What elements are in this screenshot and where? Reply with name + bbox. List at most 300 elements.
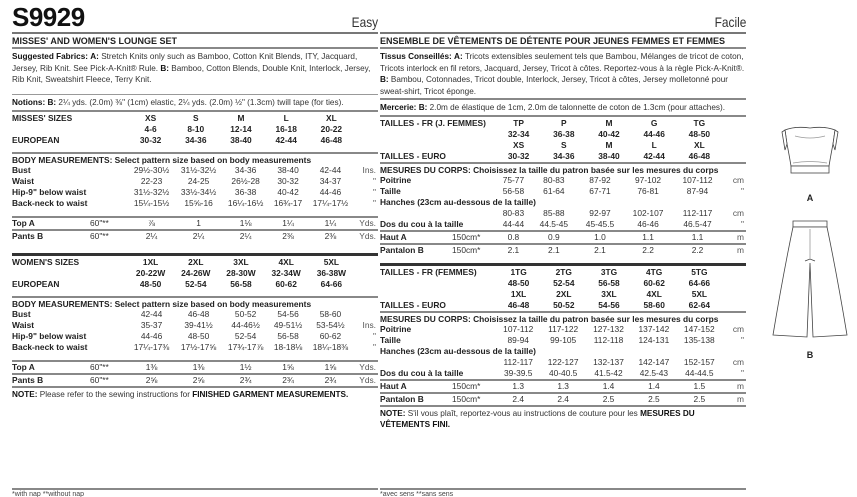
- table-cell: ": [741, 334, 744, 345]
- table-cell: 2.2: [623, 244, 673, 256]
- table-cell: 36-38: [234, 186, 257, 197]
- table-cell: [722, 267, 746, 278]
- table-cell: 61-64: [543, 185, 565, 196]
- table-cell: [380, 278, 496, 289]
- table-cell: Poitrine: [380, 323, 412, 334]
- table-cell: Dos du cou à la taille: [380, 367, 464, 378]
- table-cell: 44-46: [319, 186, 342, 197]
- notions-label: Notions:: [12, 98, 46, 107]
- table-cell: 2.4: [496, 393, 540, 405]
- table-cell: Hip-9" below waist: [12, 330, 87, 341]
- table-row: [380, 175, 746, 186]
- womens-body-table: [12, 309, 378, 386]
- table-cell: 60-62: [643, 277, 665, 288]
- table-row: [380, 289, 746, 300]
- table-cell: 5XL: [691, 288, 708, 299]
- table-cell: 1½: [222, 361, 269, 374]
- table-cell: 41.5-42: [594, 367, 623, 378]
- table-cell: 42-44: [643, 150, 665, 161]
- table-cell: 80-83: [502, 207, 525, 218]
- table-cell: 39-41½: [184, 319, 213, 330]
- table-cell: 34-37: [319, 175, 342, 186]
- table-cell: TP: [513, 117, 524, 128]
- table-cell: 18-18⅛: [273, 341, 303, 352]
- french-womens-size-table: [380, 267, 746, 311]
- table-cell: 122-127: [547, 356, 579, 367]
- table-cell: ": [741, 367, 744, 378]
- misses-back-neck-row: [12, 198, 378, 209]
- table-cell: 58-60: [643, 299, 665, 310]
- table-cell: m: [722, 393, 746, 405]
- table-row: [380, 346, 746, 357]
- table-cell: [12, 268, 128, 279]
- table-cell: Bust: [12, 164, 31, 175]
- table-cell: 44-44: [502, 218, 525, 229]
- table-cell: 112-118: [593, 334, 624, 345]
- table-cell: 4-6: [144, 123, 157, 134]
- table-cell: 20-22: [320, 123, 343, 134]
- table-row: [380, 231, 746, 244]
- table-cell: [722, 278, 746, 289]
- english-footnote: *with nap **without nap: [12, 488, 378, 497]
- table-cell: [722, 118, 746, 129]
- table-row: [380, 140, 746, 151]
- table-cell: 2¼: [128, 230, 175, 242]
- table-cell: 2¾: [222, 374, 269, 386]
- table-cell: M: [605, 117, 613, 128]
- french-misses-body-table: [380, 175, 746, 256]
- table-cell: 2.1: [496, 244, 531, 256]
- table-cell: 44-46: [140, 330, 163, 341]
- table-cell: Waist: [12, 175, 35, 186]
- table-cell: 52-54: [553, 277, 575, 288]
- table-cell: 31½-32½: [133, 186, 170, 197]
- table-cell: [354, 279, 378, 290]
- table-cell: 36-38: [553, 128, 575, 139]
- table-cell: [722, 300, 746, 311]
- table-cell: [12, 353, 378, 361]
- fabrics-a-label: A:: [90, 52, 99, 61]
- table-cell: [380, 129, 496, 140]
- table-cell: m: [722, 380, 746, 393]
- table-cell: 2⅜: [269, 230, 307, 242]
- table-cell: 46.5-47: [683, 218, 712, 229]
- table-cell: 42-44: [140, 308, 163, 319]
- table-cell: 5XL: [323, 256, 340, 267]
- table-cell: 52-54: [185, 278, 207, 289]
- table-cell: 16-18: [275, 123, 297, 134]
- table-row: [380, 197, 746, 208]
- table-cell: [380, 140, 496, 151]
- table-cell: 2.1: [577, 244, 623, 256]
- table-cell: Haut A: [380, 231, 452, 244]
- table-cell: 2TG: [555, 266, 572, 277]
- table-cell: 102-107: [632, 207, 664, 218]
- table-cell: Ins.: [362, 164, 376, 175]
- misses-yardage-top-a-row: [12, 217, 378, 230]
- table-cell: [354, 124, 378, 135]
- table-cell: 1.5: [677, 380, 722, 393]
- table-cell: G: [650, 117, 658, 128]
- fabrics-label: Suggested Fabrics:: [12, 52, 88, 61]
- table-cell: [380, 357, 496, 368]
- table-cell: 1.4: [631, 380, 676, 393]
- table-cell: 2⅜: [307, 230, 354, 242]
- table-cell: 1⅝: [307, 361, 354, 374]
- table-cell: 30-32: [507, 150, 530, 161]
- table-row: [12, 353, 378, 361]
- french-header: [380, 0, 746, 34]
- table-cell: 34-36: [185, 134, 207, 145]
- table-cell: 147-152: [683, 323, 715, 334]
- table-cell: Haut A: [380, 380, 452, 393]
- table-cell: 2XL: [556, 288, 572, 299]
- table-cell: Hanches (23cm au-dessous de la taille): [380, 196, 536, 207]
- table-cell: 99-105: [550, 334, 577, 345]
- table-cell: 142-147: [638, 356, 670, 367]
- table-cell: 40-40.5: [548, 367, 578, 378]
- womens-us-size-row: [12, 268, 378, 279]
- table-cell: 44.5-45: [539, 218, 569, 229]
- table-cell: 42-44: [275, 134, 297, 145]
- table-cell: 132-137: [593, 356, 624, 367]
- table-cell: 16¾-17: [273, 197, 303, 208]
- garment-illustrations: [765, 118, 855, 360]
- table-cell: 24-25: [187, 175, 210, 186]
- table-cell: Yds.: [354, 230, 378, 242]
- table-cell: 34-36: [553, 150, 575, 161]
- misses-bust-row: [12, 165, 378, 176]
- table-cell: 1.3: [540, 380, 585, 393]
- misses-body-table: [12, 165, 378, 242]
- table-cell: 67-71: [589, 185, 611, 196]
- table-cell: 0.8: [496, 231, 531, 244]
- misses-hip-row: [12, 187, 378, 198]
- table-cell: 92-97: [589, 207, 611, 218]
- table-cell: 22-23: [140, 175, 163, 186]
- table-cell: 112-117: [682, 207, 713, 218]
- table-row: [380, 324, 746, 335]
- table-cell: 1XL: [510, 288, 527, 299]
- french-womens-body-heading: MESURES DU CORPS: Choisissez la taille du patron basée sur les mesures du corps: [380, 313, 719, 324]
- fabrics-a-text: Stretch Knits only such as Bamboo, Cotton Knit Blends, ITY, Jacquard, Jersey, Rib Knit. See Pick-A-Knit® Rule.: [12, 52, 358, 73]
- table-row: [380, 186, 746, 197]
- table-cell: 46-48: [320, 134, 343, 145]
- table-cell: 2.5: [586, 393, 631, 405]
- table-cell: 17½-17⅝: [180, 341, 217, 352]
- table-cell: [354, 268, 378, 279]
- table-cell: Top A: [12, 361, 90, 374]
- table-cell: ": [373, 341, 376, 352]
- table-cell: 1¼: [269, 217, 307, 230]
- table-cell: 2.4: [540, 393, 585, 405]
- english-header: [12, 0, 378, 34]
- table-cell: 20-22W: [135, 267, 166, 278]
- table-cell: 34-36: [234, 164, 257, 175]
- table-cell: S: [560, 139, 567, 150]
- table-cell: 48-50: [187, 330, 210, 341]
- table-cell: EUROPEAN: [12, 278, 60, 289]
- table-cell: 3XL: [233, 256, 249, 267]
- table-cell: Top A: [12, 217, 90, 230]
- table-cell: 1.1: [673, 231, 722, 244]
- table-cell: [380, 289, 496, 300]
- table-cell: 2¼: [222, 230, 269, 242]
- fabrics-b-label: B:: [160, 63, 169, 73]
- table-cell: Hip-9" below waist: [12, 186, 87, 197]
- table-cell: EUROPEAN: [12, 134, 60, 145]
- table-cell: 4XL: [278, 256, 294, 267]
- table-cell: 2¾: [269, 374, 307, 386]
- womens-size-row: [12, 257, 378, 268]
- table-cell: 48-50: [688, 128, 711, 139]
- table-cell: 48-50: [139, 278, 162, 289]
- table-row: [380, 208, 746, 219]
- table-cell: 46-48: [507, 299, 530, 310]
- table-cell: 60-62: [319, 330, 342, 341]
- table-cell: 2¼: [175, 230, 222, 242]
- table-cell: 3TG: [600, 266, 618, 277]
- table-cell: 3XL: [601, 288, 617, 299]
- table-cell: 135-138: [683, 334, 715, 345]
- table-cell: cm: [732, 207, 744, 218]
- table-cell: Back-neck to waist: [12, 197, 88, 208]
- table-cell: 15¼-15½: [133, 197, 170, 208]
- table-cell: 64-66: [320, 278, 343, 289]
- table-cell: 58-60: [319, 308, 342, 319]
- table-cell: XS: [145, 112, 157, 123]
- table-cell: 107-112: [503, 323, 534, 334]
- table-cell: ": [373, 197, 376, 208]
- table-cell: 48-50: [507, 277, 530, 288]
- crop-top-icon: [765, 118, 855, 188]
- french-footnote: *avec sens **sans sens: [380, 488, 746, 497]
- table-cell: 56-58: [502, 185, 525, 196]
- notions: [12, 95, 378, 112]
- table-cell: TAILLES - FR (J. FEMMES): [380, 117, 486, 128]
- table-cell: 124-131: [638, 334, 670, 345]
- table-cell: 117-122: [548, 323, 579, 334]
- table-cell: Yds.: [354, 217, 378, 230]
- table-cell: ⅞: [128, 217, 175, 230]
- view-b-label: B: [806, 350, 814, 360]
- table-cell: 1.3: [496, 380, 540, 393]
- womens-back-neck-row: [12, 342, 378, 353]
- table-cell: 150cm*: [452, 393, 496, 405]
- table-cell: 56-58: [598, 277, 620, 288]
- table-cell: 64-66: [688, 277, 711, 288]
- wide-leg-pants-icon: [765, 215, 855, 345]
- table-cell: ": [741, 218, 744, 229]
- finished-garment-note: NOTE: Please refer to the sewing instructions for FINISHED GARMENT MEASUREMENTS.: [12, 386, 378, 400]
- table-row: [380, 393, 746, 405]
- table-cell: TG: [693, 117, 706, 128]
- table-cell: 28-30W: [226, 267, 256, 278]
- table-cell: 16¼-16½: [227, 197, 264, 208]
- table-cell: M: [237, 112, 245, 123]
- misses-european-row: [12, 135, 378, 146]
- table-row: [380, 151, 746, 162]
- table-cell: [722, 129, 746, 140]
- pattern-code: S9929: [12, 2, 85, 32]
- table-cell: 1⅛: [222, 217, 269, 230]
- table-cell: 35-37: [140, 319, 163, 330]
- table-row: [380, 368, 746, 380]
- table-cell: S: [192, 112, 199, 123]
- table-cell: 1.1: [623, 231, 673, 244]
- table-cell: 42.5-43: [639, 367, 669, 378]
- table-cell: 52-54: [234, 330, 257, 341]
- table-cell: cm: [732, 323, 744, 334]
- table-cell: 45-45.5: [585, 218, 615, 229]
- table-cell: 24-26W: [181, 267, 211, 278]
- table-cell: L: [283, 112, 289, 123]
- table-cell: m: [722, 231, 746, 244]
- table-cell: 53-54½: [316, 319, 345, 330]
- table-cell: 38-40: [230, 134, 252, 145]
- notions-b-label: B:: [47, 98, 57, 107]
- table-cell: ": [373, 330, 376, 341]
- table-cell: 40-42: [598, 128, 620, 139]
- table-cell: 56-58: [230, 278, 252, 289]
- misses-size-table: [12, 113, 378, 146]
- table-cell: 2.5: [631, 393, 676, 405]
- table-cell: 17¼-17½: [312, 197, 349, 208]
- table-cell: cm: [732, 356, 744, 367]
- difficulty-level: Easy: [351, 14, 378, 30]
- table-cell: Back-neck to waist: [12, 341, 88, 352]
- table-cell: XL: [694, 139, 705, 150]
- misses-yardage-pants-b-row: [12, 230, 378, 242]
- table-row: [380, 129, 746, 140]
- table-cell: 2.1: [531, 244, 577, 256]
- table-row: [380, 244, 746, 256]
- table-cell: 44-46: [643, 128, 665, 139]
- table-cell: 150cm*: [452, 244, 496, 256]
- table-cell: XS: [513, 139, 525, 150]
- table-cell: 33½-34½: [180, 186, 217, 197]
- table-cell: 40-42: [277, 186, 299, 197]
- table-cell: 127-132: [593, 323, 624, 334]
- table-cell: 38-40: [277, 164, 299, 175]
- table-cell: TAILLES - EURO: [380, 150, 446, 161]
- suggested-fabrics: [12, 49, 378, 94]
- french-misses-body-heading: MESURES DU CORPS: Choisissez la taille du patron basée sur les mesures du corps: [380, 164, 719, 175]
- table-cell: 42-44: [319, 164, 342, 175]
- table-cell: 1⅝: [269, 361, 307, 374]
- table-cell: 49-51½: [273, 319, 303, 330]
- table-cell: 60"**: [90, 217, 128, 230]
- table-cell: [380, 208, 496, 219]
- table-cell: 87-94: [686, 185, 709, 196]
- table-cell: Waist: [12, 319, 35, 330]
- table-cell: 152-157: [683, 356, 715, 367]
- womens-waist-row: [12, 320, 378, 331]
- table-cell: 32-34: [507, 128, 530, 139]
- table-cell: 2XL: [188, 256, 204, 267]
- table-cell: 2⅝: [128, 374, 175, 386]
- table-cell: ": [741, 185, 744, 196]
- table-cell: Pantalon B: [380, 393, 452, 405]
- table-cell: m: [722, 244, 746, 256]
- table-cell: 2.5: [677, 393, 722, 405]
- table-cell: 31½-32½: [180, 164, 217, 175]
- table-cell: 32-34W: [271, 267, 301, 278]
- table-cell: 80-83: [543, 174, 565, 185]
- table-cell: [12, 209, 378, 217]
- table-cell: 46-48: [187, 308, 210, 319]
- table-cell: Hanches (23cm au-dessous de la taille): [380, 345, 536, 356]
- misses-body-measurements-heading: BODY MEASUREMENTS: Select pattern size based on body measurements: [12, 154, 312, 165]
- table-cell: 107-112: [682, 174, 713, 185]
- table-cell: 44-44.5: [685, 367, 714, 378]
- table-cell: 1XL: [142, 256, 159, 267]
- table-cell: XL: [326, 112, 337, 123]
- womens-body-measurements-heading: BODY MEASUREMENTS: Select pattern size based on body measurements: [12, 298, 312, 309]
- womens-bust-row: [12, 309, 378, 320]
- french-difficulty-level: Facile: [714, 14, 746, 30]
- table-cell: 1⅜: [175, 361, 222, 374]
- table-cell: 1.4: [586, 380, 631, 393]
- table-cell: 0.9: [531, 231, 577, 244]
- table-cell: 60-62: [275, 278, 297, 289]
- table-cell: 62-64: [688, 299, 711, 310]
- misses-us-size-row: [12, 124, 378, 135]
- table-cell: [722, 151, 746, 162]
- french-finished-garment-note: NOTE: S'il vous plaît, reportez-vous au instructions de couture pour les MESURES DU VÊTEMENTS FINI.: [380, 405, 746, 430]
- french-notions: Mercerie: B: 2.0m de élastique de 1cm, 2.0m de talonnette de coton de 1.3cm (pour attaches).: [380, 100, 746, 117]
- table-cell: 150cm*: [452, 231, 496, 244]
- table-cell: 12-14: [230, 123, 252, 134]
- misses-size-row: [12, 113, 378, 124]
- table-cell: Taille: [380, 334, 401, 345]
- table-cell: [354, 113, 378, 124]
- table-cell: [354, 257, 378, 268]
- table-cell: TAILLES - EURO: [380, 299, 446, 310]
- table-row: [380, 278, 746, 289]
- table-cell: 46-48: [688, 150, 711, 161]
- table-cell: [354, 135, 378, 146]
- table-cell: 1TG: [510, 266, 527, 277]
- table-cell: 50-52: [234, 308, 257, 319]
- table-cell: 54-56: [598, 299, 620, 310]
- table-cell: 112-117: [503, 356, 533, 367]
- table-cell: 17¾-17⅞: [227, 341, 264, 352]
- table-cell: 54-56: [277, 308, 299, 319]
- table-row: [12, 209, 378, 217]
- table-cell: Bust: [12, 308, 31, 319]
- table-cell: 87-92: [589, 174, 611, 185]
- table-cell: 17¼-17⅜: [133, 341, 170, 352]
- french-suggested-fabrics: Tissus Conseillés: A: Tricots extensibles seulement tels que Bambou, Mélanges de tricot de coton, Tricots interlock en fil retors, Jacquard, Jersey, Tricot à côtes. Reportez-vous à la règle Pick-A-Knit®. B: Bambou, Cotonnades, Tricot double, Interlock, Jersey, Tricot à côtes, Jersey molletonné pour sweat-shirt, Tricot éponge.: [380, 49, 746, 100]
- table-cell: M: [605, 139, 613, 150]
- table-cell: 29½-30½: [133, 164, 170, 175]
- table-cell: L: [651, 139, 657, 150]
- table-cell: 85-88: [543, 207, 565, 218]
- table-cell: 36-38W: [316, 267, 347, 278]
- table-cell: 15⅝-16: [184, 197, 213, 208]
- table-cell: 38-40: [598, 150, 620, 161]
- table-cell: 4TG: [646, 266, 663, 277]
- table-row: [380, 219, 746, 231]
- table-cell: Poitrine: [380, 174, 412, 185]
- table-cell: 39-39.5: [504, 367, 533, 378]
- french-misses-size-table: [380, 118, 746, 162]
- table-row: [380, 300, 746, 311]
- french-womens-body-table: [380, 324, 746, 405]
- womens-yardage-pants-b-row: [12, 374, 378, 386]
- table-cell: Pants B: [12, 230, 90, 242]
